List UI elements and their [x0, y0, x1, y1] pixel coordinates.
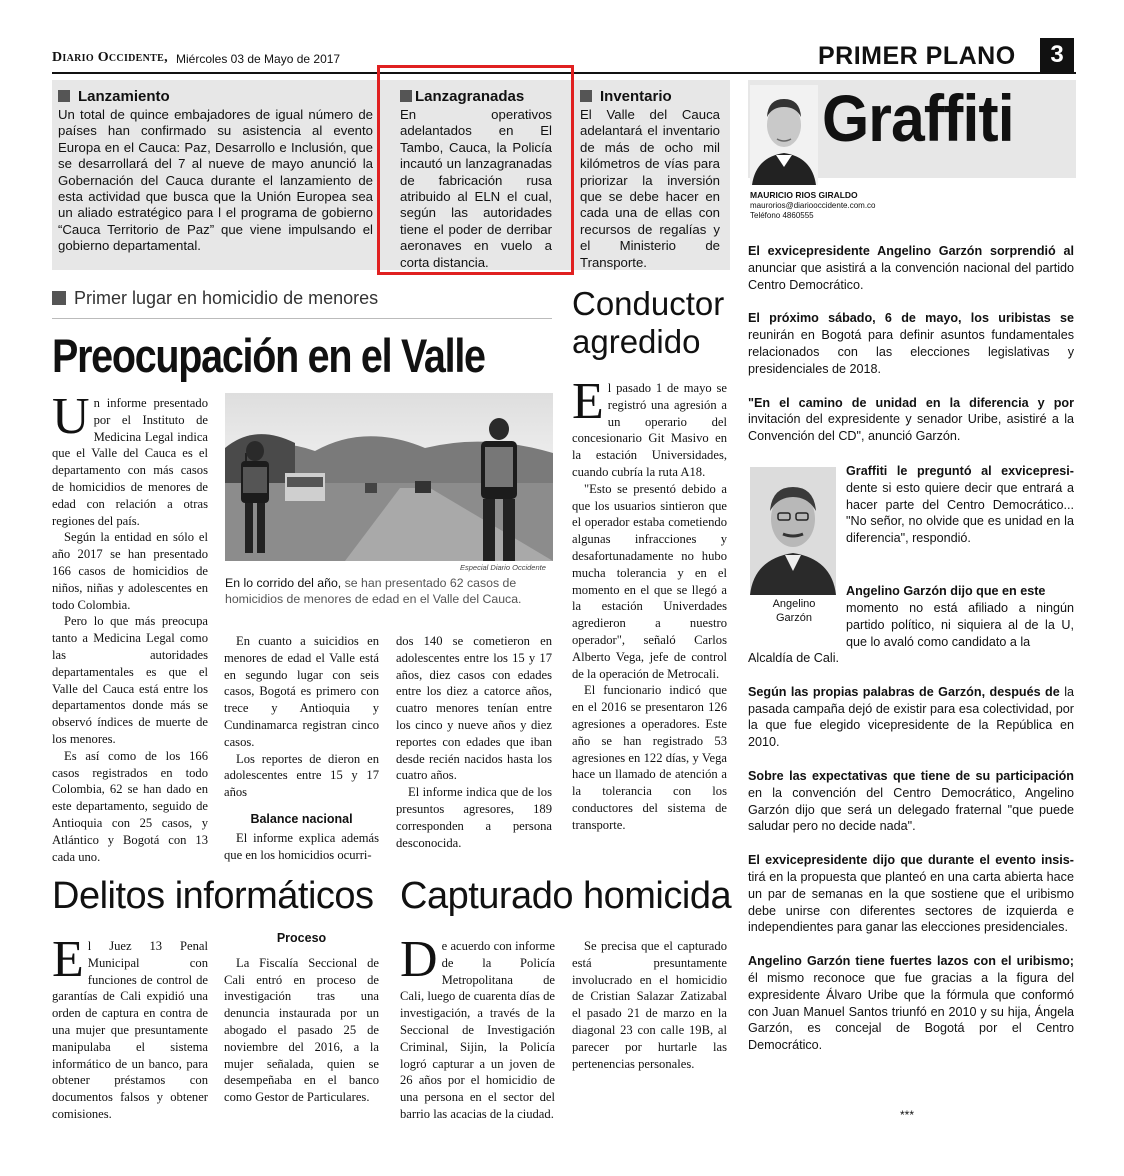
- main-article-col3: [396, 633, 552, 851]
- columnist-portrait-icon: [750, 85, 818, 185]
- graffiti-paragraph: Graffiti le preguntó al exvicepresi-dente si esto quiere decir que entrará a hacer parte del Centro Democrático... "No señor, no olvide que es unidad en la diferencia", respondió.: [846, 464, 1074, 546]
- brief-lanzagranadas: [400, 88, 552, 271]
- garzon-photo-caption: Angelino Garzón: [772, 598, 816, 624]
- article-paragraph: En cuanto a suicidios en menores de edad el Valle está en segundo lugar con seis casos, Bogotá es primero con trece y Antioquia y Cundinamarca registran cinco casos.: [224, 634, 379, 749]
- article-paragraph: El Juez 13 Penal Municipal con funciones de control de garantías de Cali expidió una orden de captura en contra de una mujer que presuntamente manipulaba el sistema informático de un banco, para obtener préstamos con documentos falsos y obtener comisiones.: [52, 931, 208, 1121]
- article-paragraph: Se precisa que el capturado está presuntamente involucrado en el homicidio de Cristian Salazar Zatizabal el pasado 21 de marzo en la diagonal 23 con calle 19B, al parecer por hurtarle las pertenencias personales.: [572, 939, 727, 1071]
- graffiti-paragraph: "En el camino de unidad en la diferencia y por invitación del expresidente y senador Uribe, asistiré a la Convención del CD", anunció Garzón.: [748, 395, 1074, 444]
- article-kicker: Primer lugar en homicidio de menores: [52, 288, 378, 309]
- columnist-email: maurorios@diariooccidente.com.co: [750, 201, 876, 210]
- article-paragraph: El informe explica además que en los homicidios ocurri-: [224, 830, 379, 862]
- square-bullet-icon: [580, 90, 592, 102]
- garzon-portrait-icon: [750, 467, 836, 595]
- article-paragraph: Un informe presentado por el Instituto de Medicina Legal indica que el Valle del Cauca es el departamento con más casos de homicidios de menores de edad con relación a otras regiones del país.: [52, 388, 208, 528]
- photo-caption: En lo corrido del año, se han presentado 62 casos de homicidios de menores de edad en el Valle del Cauca.: [225, 576, 522, 606]
- police-checkpoint-photo-icon: [225, 393, 553, 561]
- graffiti-paragraph: Sobre las expectativas que tiene de su participación en la convención del Centro Democrático, Angelino Garzón dijo que será un delegado fraternal "que puede saludar pero no decide nada".: [748, 768, 1074, 834]
- article-subhead: Balance nacional: [250, 811, 353, 826]
- brief-text: Un total de quince embajadores de igual número de países han confirmado su asistencia al evento Europa en el Cauca: Paz, Desarrollo e Inclusión, que se desarrollará del 7 al nueve de mayo anunció la Gobernación del Cauca durante el lanzamiento de esta actividad que busca que la Unión Europea sea un aliado estratégico para l el programa de gobierno “Cauca Territorio de Paz” que viene impulsando el gobierno departamental.: [58, 107, 373, 254]
- columnist-phone: Teléfono 4860555: [750, 211, 814, 220]
- delitos-headline: Delitos informáticos: [52, 875, 374, 917]
- brief-title: Lanzamiento: [58, 88, 373, 105]
- main-article-col2: [224, 633, 379, 863]
- article-paragraph: dos 140 se cometieron en adolescentes entre los 15 y 17 años, diez casos con edades entre los diez a catorce años, cuatro menores tenían entre los cinco y nueve años y diez reportes con edades que iban desde recién nacidos hasta los cuatro años.: [396, 634, 552, 783]
- article-paragraph: "Esto se presentó debido a que los usuarios sintieron que el operador estaba cometiendo algunas infracciones y desafortunadamente no hubo mucha tolerancia y en el momento en el que se llegó a la estación Univerdades agredieron a nuestro operador", señaló Carlos Alberto Vega, jefe de control de la operación de Metrocali.: [572, 481, 727, 681]
- graffiti-paragraph: El exvicepresidente Angelino Garzón sorprendió al anunciar que asistirá a la convención nacional del partido Centro Democrático.: [748, 244, 1074, 292]
- capturado-headline: Capturado homicida: [400, 875, 732, 917]
- issue-date: Miércoles 03 de Mayo de 2017: [176, 52, 341, 66]
- brief-title: Inventario: [580, 88, 720, 105]
- end-mark: ***: [900, 1108, 915, 1122]
- graffiti-body-wrap2: [846, 583, 1074, 600]
- drop-cap: E: [572, 373, 604, 430]
- brief-inventario: [580, 88, 720, 271]
- newspaper-name: Diario Occidente,: [52, 50, 168, 65]
- square-bullet-icon: [52, 291, 66, 305]
- section-title: PRIMER PLANO: [818, 42, 1016, 70]
- conductor-headline: Conductor agredido: [572, 285, 725, 360]
- brief-lanzamiento: [58, 88, 373, 255]
- delitos-col2: [224, 930, 379, 1106]
- main-article-col1: [52, 388, 208, 865]
- capturado-col2: [572, 938, 727, 1072]
- graffiti-body-wrap3: [846, 600, 1074, 650]
- brief-title: Lanzagranadas: [400, 88, 552, 105]
- brief-text: El Valle del Cauca adelantará el inventario de más de ocho mil kilómetros de vías para priorizar la inversión que se debe hacer en cada una de ellas con recursos de regalías y el Ministerio de Transporte.: [580, 107, 720, 270]
- article-paragraph: Según la entidad en sólo el año 2017 se han presentado 166 casos de homicidios de niños, niñas y adolescentes en todo Colombia.: [52, 530, 208, 612]
- drop-cap: U: [52, 388, 90, 445]
- square-bullet-icon: [400, 90, 412, 102]
- graffiti-title: Graffiti: [822, 81, 1014, 155]
- kicker-rule: [52, 318, 552, 319]
- article-subhead: Proceso: [276, 931, 327, 945]
- delitos-col1: [52, 931, 208, 1123]
- graffiti-paragraph: Angelino Garzón dijo que en este: [846, 584, 1046, 598]
- article-headline: Preocupación en el Valle: [52, 329, 485, 382]
- article-paragraph: De acuerdo con informe de la Policía Metropolitana de Cali, luego de cuarenta días de investigación, a través de la Seccional de Investigación Criminal, Sijin, la Policía logró capturar a un joven de 26 años por el homicidio de una persona en el sector del barrio las acacias de la ciudad.: [400, 931, 555, 1121]
- garzon-photo: [750, 467, 836, 595]
- article-paragraph: Es así como de los 166 casos registrados en todo Colombia, 62 se han dado en este departamento, seguido de Antioquia con 25 casos, y Atlántico y Bogotá con 13 cada uno.: [52, 748, 208, 864]
- graffiti-paragraph-cont: momento no está afiliado a ningún partido político, ni siquiera al de la U, que lo avaló como candidato a la: [846, 601, 1074, 649]
- brief-text: En operativos adelantados en El Tambo, Cauca, la Policía incautó un lanzagranadas de fabricación rusa atribuido al ELN el cual, según las autoridades tiene el poder de derribar aeronaves en vuelo a corta distancia.: [400, 107, 552, 270]
- page-number: 3: [1040, 38, 1074, 72]
- article-paragraph: Pero lo que más preocupa tanto a Medicina Legal como las autoridades departamentales es que el Valle del Cauca está entre los departamentos donde más se observó índices de muerte de los menores.: [52, 614, 208, 746]
- graffiti-body-top: [748, 243, 1074, 445]
- drop-cap: E: [52, 931, 84, 988]
- article-paragraph: El pasado 1 de mayo se registró una agresión a un operario del concesionario Git Masivo en la estación Universidades, cuando cubría la ruta A18.: [572, 373, 727, 479]
- article-paragraph: El funcionario indicó que en el 2016 se presentaron 126 agresiones a operadores. Este año se han registrado 53 agresiones en 122 días, y Vega hace un llamado de atención a la tolerancia con los conductores del sistema de transporte.: [572, 683, 727, 832]
- article-paragraph: El informe indica que de los presuntos agresores, 189 corresponden a persona desconocida.: [396, 785, 552, 850]
- article-paragraph: Los reportes de dieron en adolescentes entre 15 y 17 años: [224, 751, 379, 800]
- capturado-col1: [400, 931, 555, 1123]
- graffiti-paragraph: Según las propias palabras de Garzón, después de la pasada campaña dejó de existir para esa colectividad, por la que fue elegido vicepresidente de la República en 2010.: [748, 684, 1074, 750]
- graffiti-body-wrap: [846, 463, 1074, 564]
- graffiti-paragraph: El próximo sábado, 6 de mayo, los uribistas se reunirán en Bogotá para definir asuntos fundamentales relacionados con las elecciones legislativas y presidenciales de 2018.: [748, 311, 1074, 376]
- graffiti-paragraph: El exvicepresidente dijo que durante el evento insis-tirá en la propuesta que planteó en una carta abierta hace un par de semanas en la que sostiene que el uribismo debe unirse con diferentes sectores de izquierda e independientes para ganar las elecciones presidenciales.: [748, 853, 1074, 935]
- graffiti-paragraph-end: Alcaldía de Cali.: [748, 651, 840, 665]
- graffiti-paragraph: Angelino Garzón tiene fuertes lazos con el uribismo; él mismo reconoce que fue gracias a la figura del expresidente Álvaro Uribe que la fórmula que conformó con Juan Manuel Santos triunfó en 2010 y su hija, Ángela Garzón, es concejal de Bogotá por el Centro Democrático.: [748, 954, 1074, 1053]
- drop-cap: D: [400, 931, 438, 988]
- checkpoint-photo: [225, 393, 553, 561]
- square-bullet-icon: [58, 90, 70, 102]
- graffiti-body-bottom: [748, 650, 1074, 1054]
- columnist-name: MAURICIO RIOS GIRALDO: [750, 190, 858, 200]
- photo-credit: Especial Diario Occidente: [460, 563, 546, 572]
- conductor-body: [572, 373, 727, 834]
- columnist-photo: [750, 85, 818, 185]
- article-paragraph: La Fiscalía Seccional de Cali entró en proceso de investigación tras una denuncia instaurada por un abogado el pasado 25 de noviembre del 2016, a la mujer señalada, quien se desempeñaba en el banco como Gestor de Particulares.: [224, 955, 379, 1105]
